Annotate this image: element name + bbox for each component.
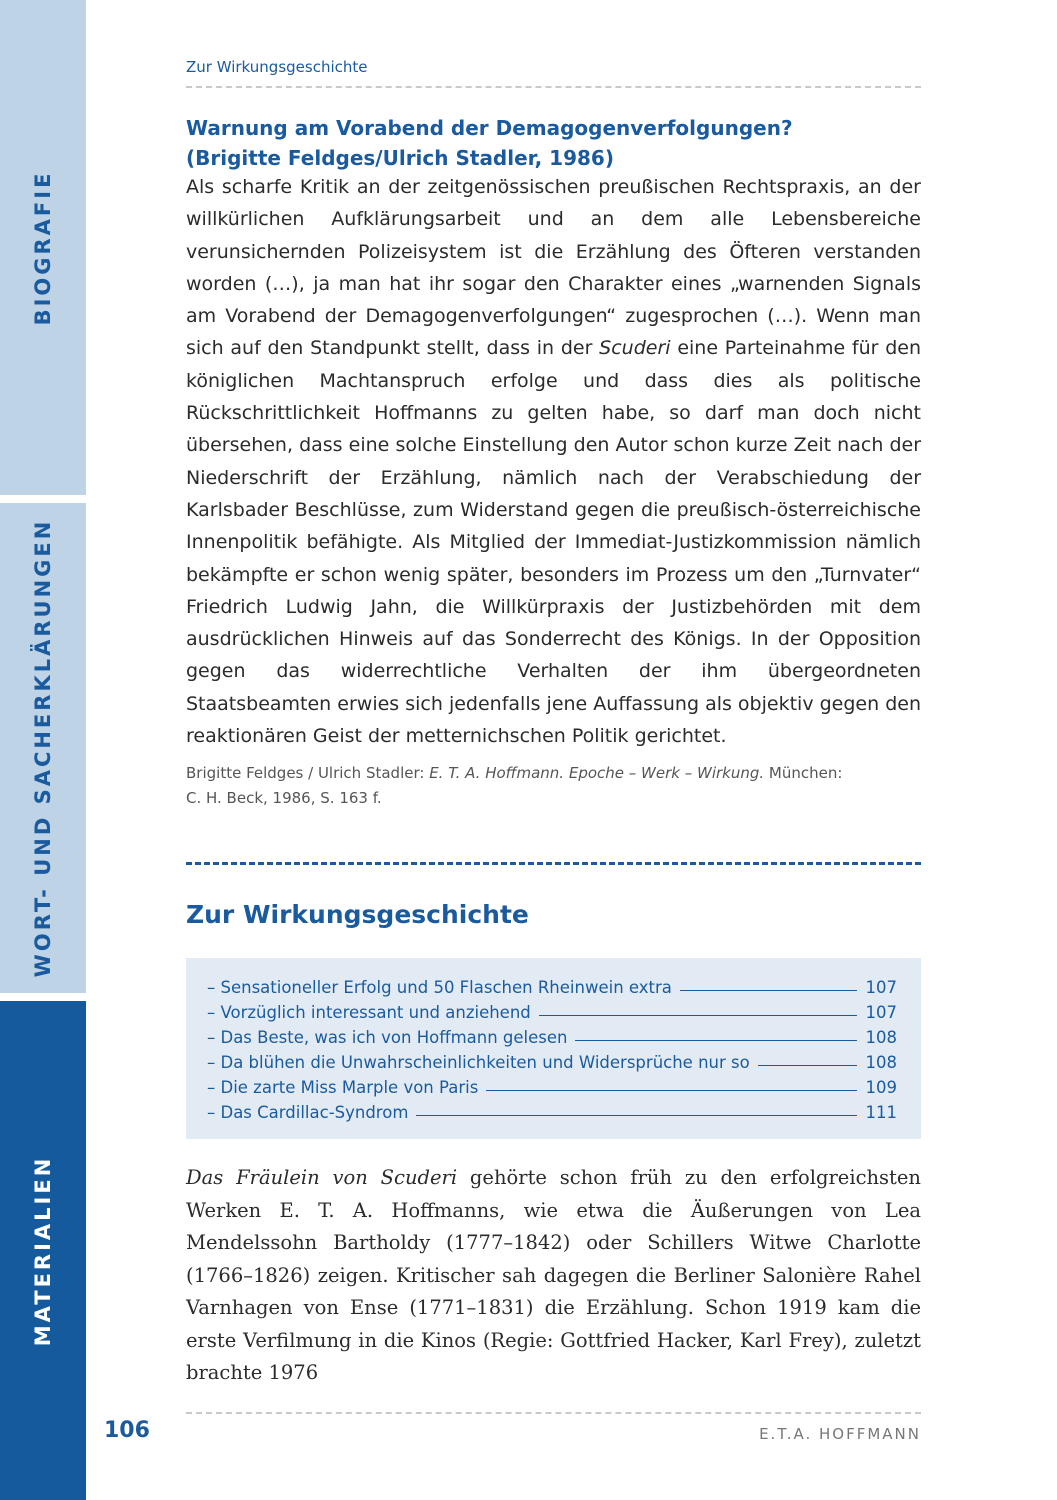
- quote-text-part1: Als scharfe Kritik an der zeitgenössischen preußischen Rechtspraxis, an der willkürlichen Aufklärungsarbeit und an dem alle Lebensbereiche verunsichernden Polizeisystem ist die Erzählung des Öfteren verstanden worden (…), ja man hat ihr sogar den Charakter eines „warnenden Signals am Vorabend der Demagogenverfolgungen“ zugesprochen (…). Wenn man sich auf den Standpunkt stellt, dass in der: [186, 176, 921, 360]
- footer-author: E.T.A. HOFFMANN: [759, 1425, 921, 1443]
- tab-wort-und-sacherklaerungen[interactable]: [0, 503, 86, 993]
- toc-item-text: – Das Cardillac-Syndrom: [207, 1103, 409, 1122]
- quote-italic-title: Scuderi: [599, 337, 671, 360]
- toc-leader-line: [575, 1040, 857, 1041]
- body-paragraph: [186, 1162, 921, 1390]
- body-italic-title: Das Fräulein von Scuderi: [186, 1166, 458, 1189]
- source-publisher: C. H. Beck, 1986, S. 163 f.: [186, 789, 382, 807]
- article-heading-line1: Warnung am Vorabend der Demagogenverfolgungen?: [186, 116, 793, 140]
- toc-leader-line: [486, 1090, 857, 1091]
- toc-item-page: 107: [865, 1003, 897, 1022]
- quote-paragraph: [186, 171, 921, 752]
- section-divider: [186, 862, 921, 865]
- toc-item-text: – Vorzüglich interessant und anziehend: [207, 1003, 531, 1022]
- quote-text-part2: eine Parteinahme für den königlichen Machtanspruch erfolge und dass dies als politische Rückschrittlichkeit Hoffmanns zu gelten habe, so darf man doch nicht übersehen, dass eine solche Einstellung den Autor schon kurze Zeit nach der Niederschrift der Erzählung, nämlich nach der Verabschiedung der Karlsbader Beschlüsse, zum Widerstand gegen die preußisch-österreichische Innenpolitik befähigte. Als Mitglied der Immediat-Justizkommission nämlich bekämpfte er schon wenig später, besonders im Prozess um den „Turnvater“ Friedrich Ludwig Jahn, die Willkürpraxis der Justizbehörden mit dem ausdrücklichen Hinweis auf das Sonderrecht des Königs. In der Opposition gegen das widerrechtliche Verhalten der ihm übergeordneten Staatsbeamten erwies sich jedenfalls jene Auffassung als objektiv gegen den reaktionären Geist der metternichschen Politik gerichtet.: [186, 337, 921, 748]
- toc-item[interactable]: [207, 1022, 897, 1047]
- toc-item-text: – Sensationeller Erfolg und 50 Flaschen Rheinwein extra: [207, 978, 672, 997]
- header-divider: [186, 86, 921, 88]
- toc-item-text: – Da blühen die Unwahrscheinlichkeiten und Widersprüche nur so: [207, 1053, 750, 1072]
- toc-leader-line: [416, 1115, 857, 1116]
- body-text: gehörte schon früh zu den erfolgreichsten Werken E. T. A. Hoffmanns, wie etwa die Äußerungen von Lea Mendelssohn Bartholdy (1777–1842) oder Schillers Witwe Charlotte (1766–1826) zeigen. Kritischer sah dagegen die Berliner Salonière Rahel Varnhagen von Ense (1771–1831) die Erzählung. Schon 1919 kam die erste Verfilmung in die Kinos (Regie: Gottfried Hacker, Karl Frey), zuletzt brachte 1976: [186, 1166, 921, 1384]
- running-head: Zur Wirkungsgeschichte: [186, 58, 368, 76]
- source-authors: Brigitte Feldges / Ulrich Stadler:: [186, 764, 430, 782]
- page-number: 106: [104, 1418, 150, 1443]
- sidebar: [0, 0, 86, 1500]
- toc-item[interactable]: [207, 972, 897, 997]
- source-publisher-city: München:: [764, 764, 843, 782]
- toc-item[interactable]: [207, 1047, 897, 1072]
- article-heading: [186, 113, 926, 173]
- tab-materialien-label: MATERIALIEN: [31, 1155, 55, 1346]
- toc-item-page: 108: [865, 1028, 897, 1047]
- toc-list: [207, 972, 897, 1122]
- toc-item-page: 107: [865, 978, 897, 997]
- toc-item[interactable]: [207, 1072, 897, 1097]
- tab-biografie-label: BIOGRAFIE: [31, 170, 55, 325]
- tab-biografie[interactable]: [0, 0, 86, 495]
- toc-item-page: 111: [865, 1103, 897, 1122]
- toc-leader-line: [680, 990, 857, 991]
- footer-divider: [186, 1412, 921, 1414]
- toc-item-text: – Die zarte Miss Marple von Paris: [207, 1078, 479, 1097]
- toc-item[interactable]: [207, 997, 897, 1022]
- tab-materialien[interactable]: [0, 1001, 86, 1500]
- tab-wort-label: WORT- UND SACHERKLÄRUNGEN: [31, 518, 55, 978]
- source-citation: [186, 761, 921, 811]
- toc-box: [186, 958, 921, 1139]
- source-title: E. T. A. Hoffmann. Epoche – Werk – Wirkung.: [429, 764, 765, 782]
- section-title: Zur Wirkungsgeschichte: [186, 900, 529, 929]
- toc-leader-line: [758, 1065, 857, 1066]
- article-heading-line2: (Brigitte Feldges/Ulrich Stadler, 1986): [186, 146, 614, 170]
- toc-item[interactable]: [207, 1097, 897, 1122]
- toc-item-page: 108: [865, 1053, 897, 1072]
- toc-leader-line: [539, 1015, 857, 1016]
- toc-item-page: 109: [865, 1078, 897, 1097]
- toc-item-text: – Das Beste, was ich von Hoffmann gelesen: [207, 1028, 568, 1047]
